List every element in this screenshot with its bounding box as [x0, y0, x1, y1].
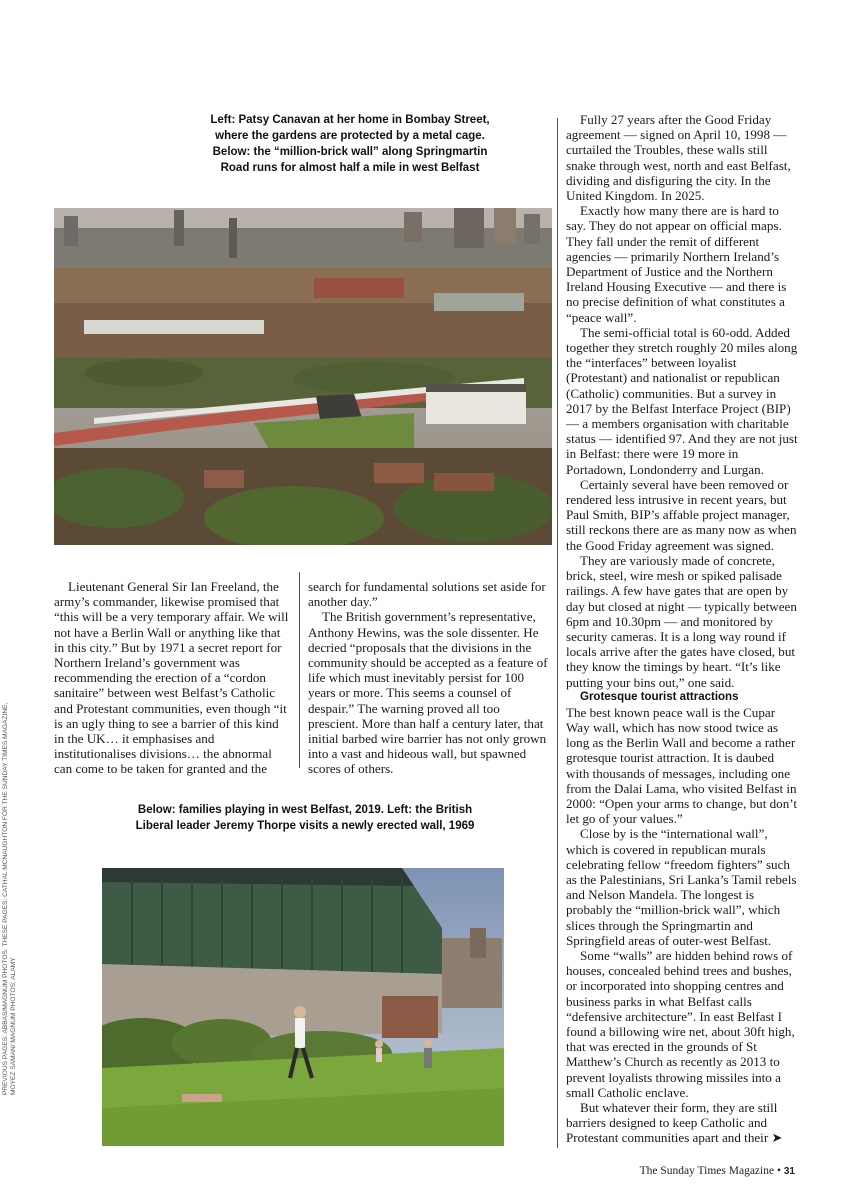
- body-paragraph: Certainly several have been removed or rendered less intrusive in recent years, but Paul Smith, BIP’s affable project manager, still reckons there are as many now as when the Good Friday agreement was signed.: [566, 476, 797, 553]
- caption-line: Below: families playing in west Belfast, 2019. Left: the British: [137, 804, 473, 816]
- photo-caption-top: [140, 112, 560, 176]
- photo-caption-middle: [95, 802, 515, 834]
- body-paragraph: But whatever their form, they are still barriers designed to keep Catholic and Protestant communities apart and their ➤: [566, 1100, 783, 1146]
- article-column-1: [54, 579, 291, 777]
- credit-line: PREVIOUS PAGES: ABBAS/MAGNUM PHOTOS. THESE PAGES: CATHAL MCNAUGHTON FOR THE SUNDAY TIMES MAGAZINE,: [2, 702, 9, 1095]
- article-column-3: [566, 112, 798, 1146]
- body-paragraph: They are variously made of concrete, brick, steel, wire mesh or spiked palisade railings. A few have gates that are open by day but closed at night — typically between 6pm and 10.30pm — and monitored by security cameras. It is a long way round if locals arrive after the gates have closed, but they know the timings by heart. “It’s like putting your bins out,” one said.: [566, 552, 797, 690]
- photo-families-playing: [102, 868, 504, 1146]
- body-paragraph: Fully 27 years after the Good Friday agreement — signed on April 10, 1998 — curtailed the Troubles, these walls still snake through west, north and east Belfast, dividing and disfiguring the city. In the United Kingdom. In 2025.: [566, 112, 791, 204]
- body-paragraph: The semi-official total is 60-odd. Added together they stretch roughly 20 miles along the “interfaces” between loyalist (Protestant) and nationalist or republican (Catholic) communities. But a survey in 2017 by the Belfast Interface Project (BIP) — a members organisation with charitable status — identified 97. And they are not just in Belfast: there were 19 more in Portadown, Londonderry and Lurgan.: [566, 324, 798, 477]
- body-paragraph: Some “walls” are hidden behind rows of houses, concealed behind trees and bushes, or incorporated into shopping centres and business parks in what Belfast calls “defensive architecture”. In east Belfast I found a billowing wire net, about 30ft high, that was erected in the grounds of St Matthew’s Church as recently as 2013 to prevent loyalists throwing missiles into a small Catholic enclave.: [566, 947, 795, 1100]
- section-subheading: Grotesque tourist attractions: [580, 690, 739, 703]
- body-paragraph: Lieutenant General Sir Ian Freeland, the army’s commander, likewise promised that “this will be a very temporary affair. We will not have a Berlin Wall or anything like that in this city.” But by 1971 a secret report for Northern Ireland’s government was recommending the erection of a “cordon sanitaire” between west Belfast’s Catholic and Protestant communities, even though “it is an ugly thing to see a barrier of this kind in the UK… it emphasises and institutionalises divisions… the abnormal can come to be taken for granted and the: [54, 579, 289, 777]
- photo-belfast-aerial: [54, 208, 552, 545]
- footer-separator: •: [774, 1165, 784, 1177]
- article-column-2: [308, 579, 551, 777]
- body-paragraph: Exactly how many there are is hard to say. They do not appear on official maps. They fall under the remit of different agencies — primarily Northern Ireland’s Department of Justice and the Northern Ireland Housing Executive — and there is no precise definition of what constitutes a “peace wall”.: [566, 203, 787, 325]
- page-number: 31: [783, 1166, 795, 1177]
- column-divider: [299, 572, 300, 768]
- page-footer: [640, 1165, 795, 1177]
- credit-line: MOYEZ SAMAN/ MAGNUM PHOTOS; ALAMY: [10, 957, 17, 1095]
- body-paragraph: The British government’s representative, Anthony Hewins, was the sole dissenter. He decried “proposals that the divisions in the community should be accepted as a feature of life which must inevitably persist for 100 years or more. This seems a counsel of despair.” The warning proved all too prescient. More than half a century later, that initial barbed wire barrier has not only grown into a vast and hideous wall, but spawned scores of others.: [308, 609, 548, 777]
- body-paragraph: The best known peace wall is the Cupar Way wall, which has now stood twice as long as the Berlin Wall and become a rather grotesque tourist attraction. It is daubed with thousands of messages, including one from the Dalai Lama, who visited Belfast in 2000: “Open your arms to change, but don’t let go of your values.”: [566, 704, 798, 827]
- magazine-name: The Sunday Times Magazine: [639, 1165, 775, 1177]
- column-divider: [557, 118, 558, 1148]
- caption-line: where the gardens are protected by a metal cage.: [215, 130, 485, 142]
- photo-credits: [2, 703, 18, 1095]
- body-paragraph: Close by is the “international wall”, which is covered in republican murals celebrating fellow “freedom fighters” such as the Palestinians, Sri Lanka’s Tamil rebels and Nelson Mandela. The longest is probably the “million-brick wall”, which slices through the Springmartin and Springfield areas of outer-west Belfast.: [566, 826, 797, 948]
- caption-line: Below: the “million-brick wall” along Springmartin: [212, 146, 488, 158]
- caption-line: Left: Patsy Canavan at her home in Bombay Street,: [210, 114, 490, 126]
- caption-line: Road runs for almost half a mile in west Belfast: [220, 162, 480, 174]
- body-paragraph: search for fundamental solutions set aside for another day.”: [308, 579, 546, 610]
- caption-line: Liberal leader Jeremy Thorpe visits a newly erected wall, 1969: [135, 820, 475, 832]
